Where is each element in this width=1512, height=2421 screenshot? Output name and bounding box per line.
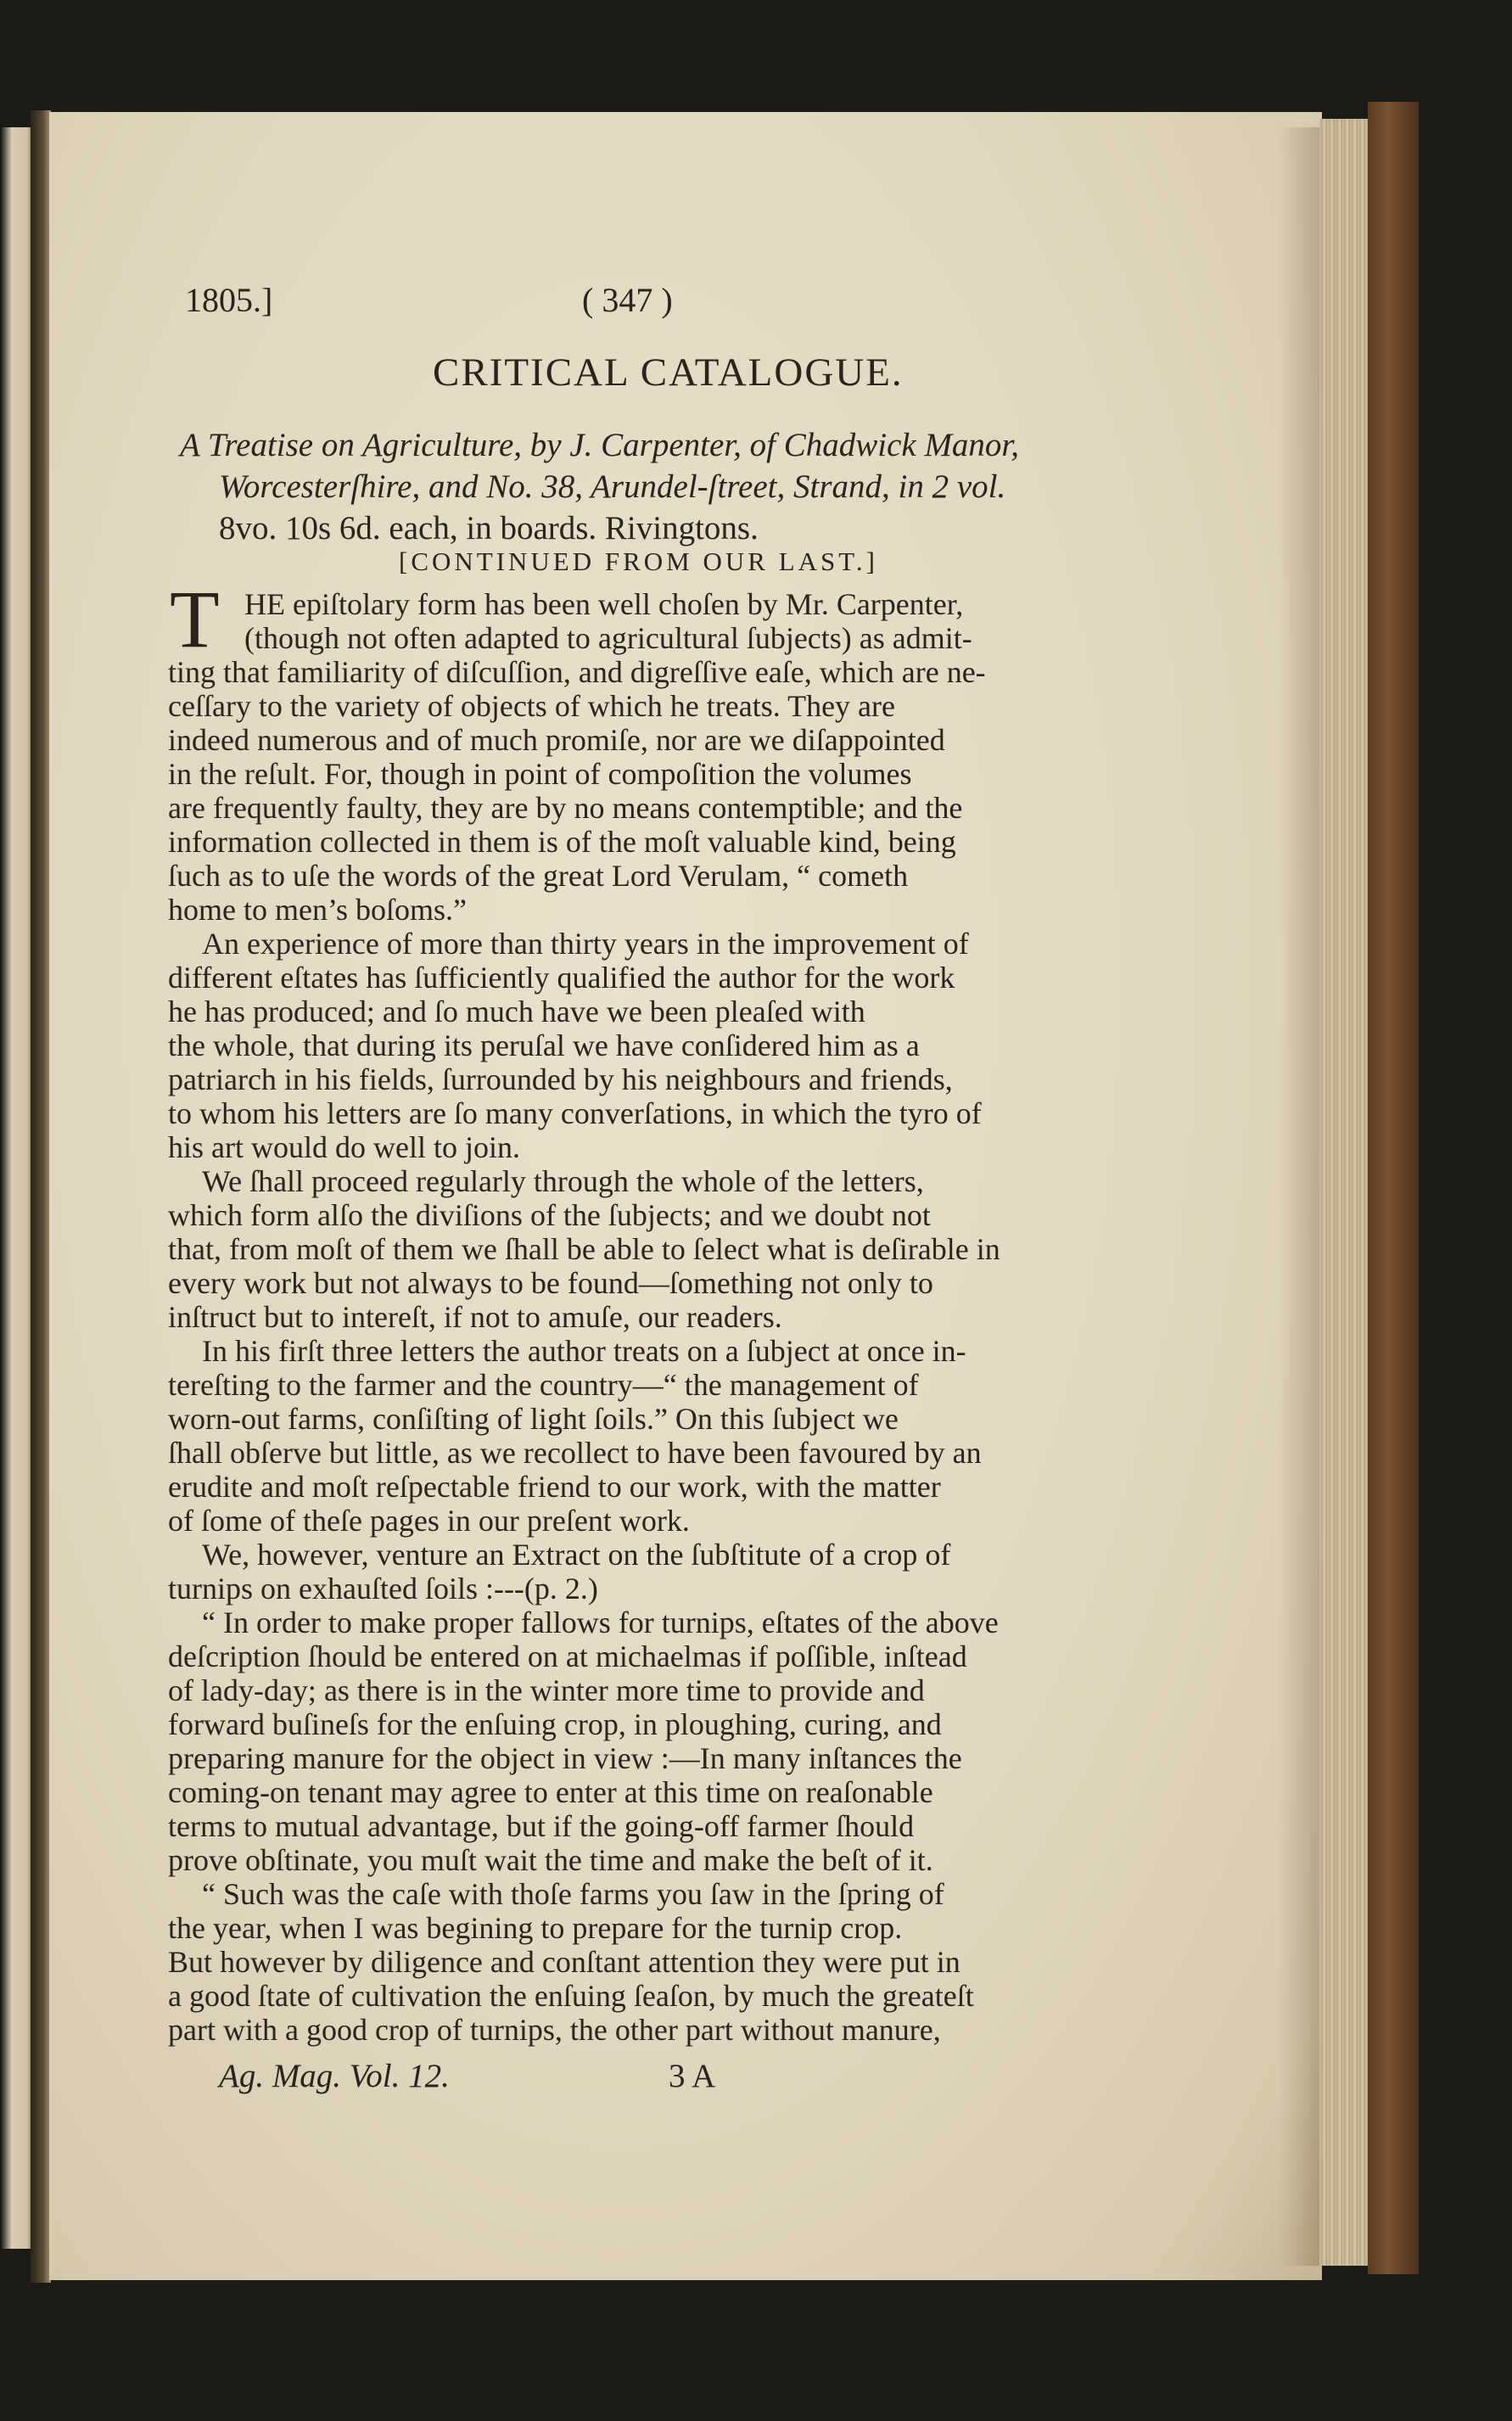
body-line: are frequently faulty, they are by no means contemptible; and the (168, 791, 963, 825)
body-line: inſtruct but to intereſt, if not to amuſe, our readers. (168, 1300, 782, 1334)
page-curvature-shadow (1280, 127, 1322, 2266)
body-line: information collected in them is of the moſt valuable kind, being (168, 825, 956, 859)
entry-heading-line-2: Worcesterſhire, and No. 38, Arundel-ſtreet, Strand, in 2 vol. (219, 468, 1006, 505)
facing-page-edge (0, 127, 34, 2249)
leather-binding (1368, 102, 1419, 2274)
entry-heading-line-1: A Treatise on Agriculture, by J. Carpenter, of Chadwick Manor, (180, 427, 1020, 463)
drop-cap: T (170, 574, 220, 664)
body-line: “ Such was the caſe with thoſe farms you ſaw in the ſpring of (202, 1877, 944, 1911)
running-head-year: 1805.] (185, 281, 273, 319)
body-line: of lady-day; as there is in the winter more time to provide and (168, 1673, 925, 1707)
body-line: part with a good crop of turnips, the other part without manure, (168, 2013, 941, 2047)
body-line: patriarch in his fields, ſurrounded by his neighbours and friends, (168, 1062, 953, 1096)
body-line: ting that familiarity of diſcuſſion, and digreſſive eaſe, which are ne- (168, 655, 986, 689)
page-footer (219, 2057, 813, 2099)
body-line: home to men’s boſoms.” (168, 893, 467, 927)
body-line: preparing manure for the object in view :—In many inſtances the (168, 1741, 962, 1775)
body-line: ſhall obſerve but little, as we recollect to have been favoured by an (168, 1436, 982, 1470)
body-line: that, from moſt of them we ſhall be able to ſelect what is deſirable in (168, 1232, 1000, 1266)
body-line: We, however, venture an Extract on the ſubſtitute of a crop of (202, 1538, 951, 1572)
body-line: in the reſult. For, though in point of compoſition the volumes (168, 757, 912, 791)
entry-heading (180, 424, 1147, 549)
body-line: to whom his letters are ſo many converſations, in which the tyro of (168, 1096, 982, 1130)
body-line: ceſſary to the variety of objects of which he treats. They are (168, 689, 895, 723)
page-edges (1319, 119, 1370, 2266)
body-line: But however by diligence and conſtant attention they were put in (168, 1945, 960, 1979)
body-line: coming-on tenant may agree to enter at this time on reaſonable (168, 1775, 933, 1809)
body-line: ſuch as to uſe the words of the great Lord Verulam, “ cometh (168, 859, 909, 893)
body-line: prove obſtinate, you muſt wait the time and make the beſt of it. (168, 1843, 933, 1877)
body-line: indeed numerous and of much promiſe, nor are we diſappointed (168, 723, 945, 757)
continued-note: [CONTINUED FROM OUR LAST.] (399, 546, 878, 576)
body-line: An experience of more than thirty years in the improvement of (202, 927, 969, 961)
book-gutter (31, 110, 51, 2283)
body-line: his art would do well to join. (168, 1130, 520, 1164)
body-line: the year, when I was begining to prepare for the turnip crop. (168, 1911, 903, 1945)
body-line: tereſting to the farmer and the country—“ the management of (168, 1368, 919, 1402)
body-line: different eſtates has ſufficiently qualified the author for the work (168, 961, 955, 995)
body-line: which form alſo the diviſions of the ſubjects; and we doubt not (168, 1198, 931, 1232)
body-line: forward buſineſs for the enſuing crop, in ploughing, curing, and (168, 1707, 942, 1741)
page-number: ( 347 ) (582, 281, 673, 319)
footer-journal-ref: Ag. Mag. Vol. 12. (219, 2058, 450, 2094)
body-line: erudite and moſt reſpectable friend to our work, with the matter (168, 1470, 941, 1504)
signature-mark: 3 A (669, 2058, 716, 2094)
body-line: In his firſt three letters the author treats on a ſubject at once in- (202, 1334, 966, 1368)
page-title: CRITICAL CATALOGUE. (433, 350, 904, 395)
article-body (168, 574, 1135, 2047)
body-line: “ In order to make proper fallows for turnips, eſtates of the above (202, 1606, 999, 1639)
body-line: the whole, that during its peruſal we have conſidered him as a (168, 1028, 920, 1062)
body-line: a good ſtate of cultivation the enſuing ſeaſon, by much the greateſt (168, 1979, 974, 2013)
body-line: he has produced; and ſo much have we been pleaſed with (168, 995, 865, 1028)
body-line: We ſhall proceed regularly through the whole of the letters, (202, 1164, 924, 1198)
body-line: of ſome of theſe pages in our preſent work. (168, 1504, 690, 1538)
body-line: every work but not always to be found—ſomething not only to (168, 1266, 933, 1300)
body-line: turnips on exhauſted ſoils :---(p. 2.) (168, 1572, 598, 1606)
body-line: HE epiſtolary form has been well choſen by Mr. Carpenter, (244, 587, 964, 621)
running-head (185, 280, 1144, 331)
body-line: worn-out farms, conſiſting of light ſoils.” On this ſubject we (168, 1402, 899, 1436)
body-line: (though not often adapted to agricultural ſubjects) as admit- (244, 621, 972, 655)
entry-heading-line-3: 8vo. 10s 6d. each, in boards. Rivingtons. (219, 510, 759, 546)
body-line: terms to mutual advantage, but if the going-off farmer ſhould (168, 1809, 915, 1843)
body-line: deſcription ſhould be entered on at michaelmas if poſſible, inſtead (168, 1639, 967, 1673)
